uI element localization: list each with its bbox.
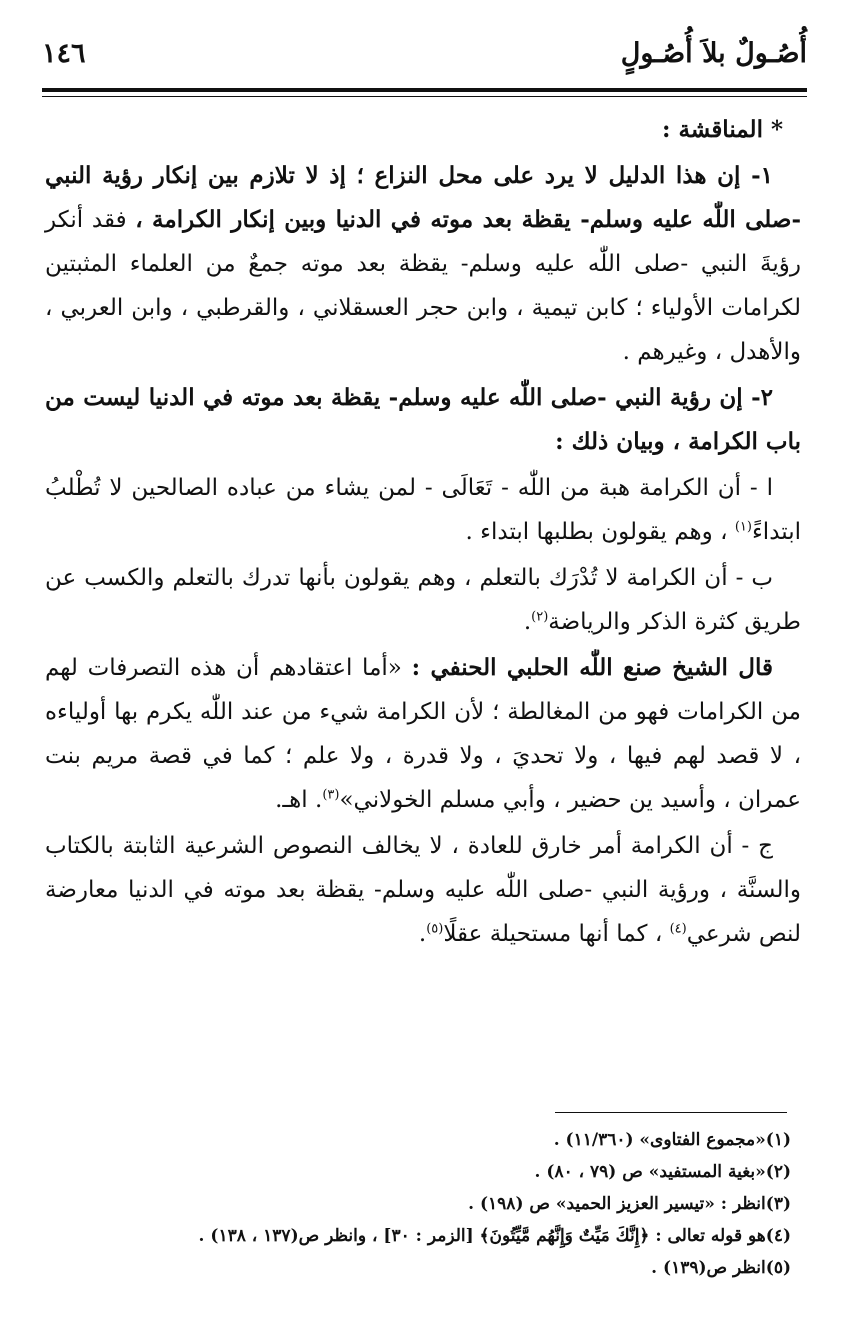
header-rule-thick bbox=[42, 88, 807, 92]
footnote-ref-5[interactable]: (٥) bbox=[426, 921, 444, 937]
paragraph-quote: قال الشيخ صنع اللّٰه الحلبي الحنفي : «أما اعتقادهم أن هذه التصرفات لهم من الكرامات فهو من المغالطة ؛ لأن الكرامة شيء من عند اللّٰه يكرم بها أولياءه ، لا قصد لهم فيها ، ولا تحديَ ، ولا قدرة ، ولا علم ؛ كما في قصة مريم بنت عمران ، وأسيد ين حضير ، وأبي مسلم الخولاني»$^{(٣)}$. اهـ. bbox=[45, 654, 801, 813]
paragraph-c: ج - أن الكرامة أمر خارق للعادة ، لا يخالف النصوص الشرعية الثابتة بالكتاب والسنَّة ، ورؤية النبي -صلى اللّٰه عليه وسلم- يقظة بعد موته في الدنيا معارضة لنص شرعي$^{(٤)}$ ، كما أنها مستحيلة عقلًا$^{(٥)}$. bbox=[45, 833, 801, 947]
page-header bbox=[42, 38, 807, 78]
footnote-item: (٤)هو قوله تعالى : ﴿إِنَّكَ مَيِّتٌ وَإِنَّهُم مَّيِّتُونَ﴾ [الزمر : ٣٠] ، وانظر ص(١٣٧ ، ١٣٨) . bbox=[198, 1226, 791, 1246]
main-text bbox=[45, 108, 801, 958]
footnote-item: (٣)انظر : «تيسير العزيز الحميد» ص (١٩٨) . bbox=[468, 1194, 791, 1214]
paragraph-1: ١- إن هذا الدليل لا يرد على محل النزاع ؛ إذ لا تلازم بين إنكار رؤية النبي -صلى اللّٰه عليه وسلم- يقظة بعد موته في الدنيا وبين إنكار الكرامة ، فقد أنكر رؤيةَ النبي -صلى اللّٰه عليه وسلم- يقظة بعد موته جمعٌ من العلماء المثبتين لكرامات الأولياء ؛ كابن تيمية ، وابن حجر العسقلاني ، والقرطبي ، وابن العربي ، والأهدل ، وغيرهم . bbox=[45, 162, 801, 365]
footnote-ref-1[interactable]: (١) bbox=[734, 519, 752, 535]
header-rule-thin bbox=[42, 96, 807, 97]
paragraph-2: ٢- إن رؤية النبي -صلى اللّٰه عليه وسلم- يقظة بعد موته في الدنيا ليست من باب الكرامة ، وبيان ذلك : bbox=[45, 384, 801, 455]
section-heading: * المناقشة : bbox=[661, 116, 783, 143]
footnote-ref-2[interactable]: (٢) bbox=[531, 609, 549, 625]
paragraph-a: ا - أن الكرامة هبة من اللّٰه - تَعَالَى - لمن يشاء من عباده الصالحين لا تُطْلبُ ابتداءً$^{(١)}$ ، وهم يقولون بطلبها ابتداء . bbox=[45, 475, 801, 545]
footnote-ref-4[interactable]: (٤) bbox=[669, 921, 687, 937]
book-title: أُصُـولٌ بلاَ أُصُـولٍ bbox=[620, 38, 807, 69]
footnote-item: (٥)انظر ص(١٣٩) . bbox=[651, 1258, 791, 1278]
footnote-item: (٢)«بغية المستفيد» ص (٧٩ ، ٨٠) . bbox=[534, 1162, 791, 1182]
footnotes bbox=[45, 1124, 791, 1284]
footnote-ref-3[interactable]: (٣) bbox=[322, 787, 340, 803]
page-number: ١٤٦ bbox=[42, 38, 86, 69]
footnote-separator bbox=[555, 1112, 787, 1113]
footnote-item: (١)«مجموع الفتاوى» (١١/٣٦٠) . bbox=[553, 1130, 791, 1150]
paragraph-b: ب - أن الكرامة لا تُدْرَك بالتعلم ، وهم يقولون بأنها تدرك بالتعلم والكسب عن طريق كثرة الذكر والرياضة$^{(٢)}$. bbox=[45, 565, 801, 635]
